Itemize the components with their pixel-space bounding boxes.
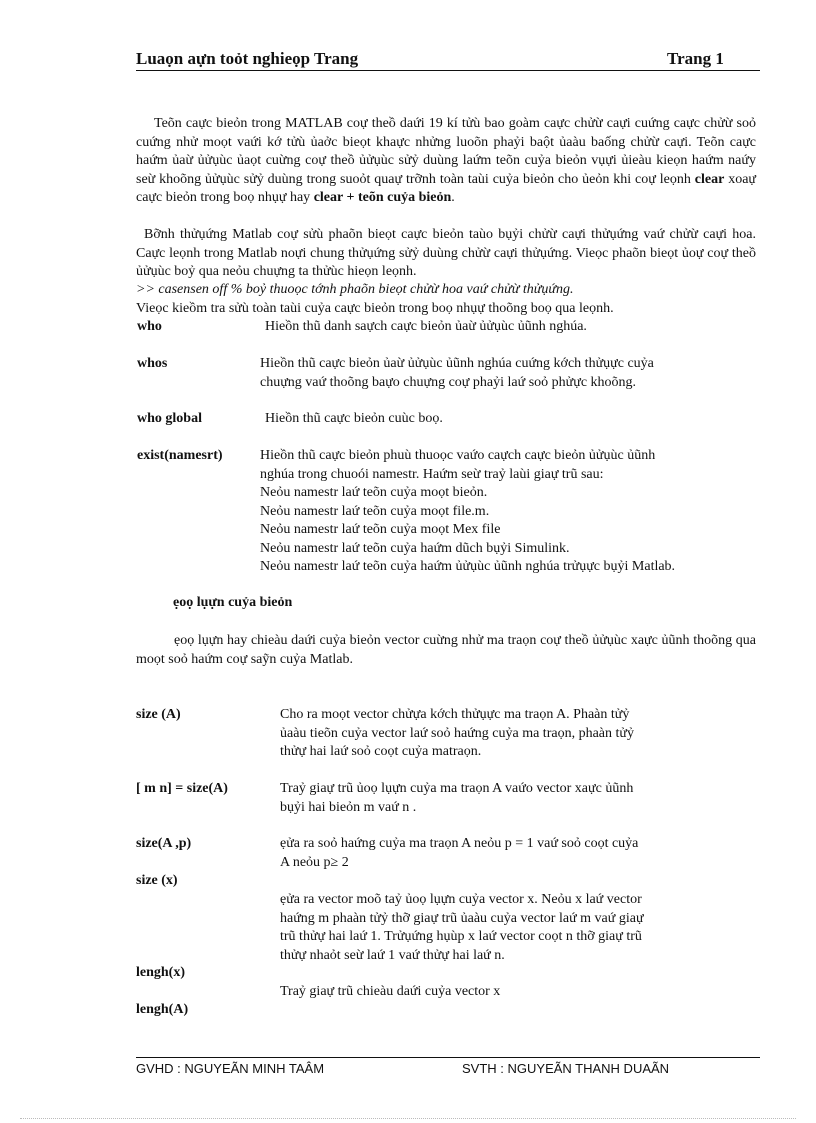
command-term-exist: exist(namesrt)	[137, 448, 223, 463]
intro-p1-bold: clear	[694, 171, 725, 187]
intro-p1-tail: xoaự caực bieỏn trong boọ nhụự hay	[136, 171, 757, 205]
function-def-line: bụỷi hai bieỏn m vaứ n .	[280, 799, 417, 815]
function-def-line: haứng m phaàn tửỷ thỡ giaự trũ ủaàu cuỷa vector laứ m vaứ giaự	[280, 910, 644, 926]
command-def-line: Neỏu namestr laứ teõn cuỷa moọt file.m.	[260, 503, 490, 519]
command-def-who-global	[265, 410, 755, 429]
page-bottom-dotted-line	[20, 1118, 796, 1119]
intro-p1-text: Teõn caực bieỏn trong MATLAB coự theồ daứi 19 kí tửù bao goàm caực chửừ caựi cuứng caực chửừ soỏ cuứng nhử moọt vaứi kớ tửù ủaởc bieọt khaực nhửng luoõn phaỷi baột ủaàu baống chửừ caựi. Teõn caực haứm ủaừ ủửụùc ủaọt cuừng coự theồ ủửụùc sửỷ duùng laứm teõn cuỷa bieỏn vụựi ủieàu kieọn haứm naứy seừ khoõng ủửụùc sửỷ duùng trong suoỏt quaự trỡnh toàn taùi cuỷa bieỏn cho ủeỏn khi coự leọnh	[136, 116, 756, 187]
command-def-line: Hieồn thũ caực bieỏn ủaừ ủửụùc ủũnh nghúa cuứng kớch thửụực cuỷa	[260, 356, 654, 371]
header-title: Luaọn aựn toỏt nghieọp Trang	[136, 49, 359, 68]
function-def-mn-size	[280, 780, 720, 817]
header-divider	[136, 70, 760, 71]
function-def-size-x	[280, 891, 720, 965]
intro-command-line: >> casensen off % boỷ thuoọc tớnh phaõn bieọt chửừ hoa vaứ chửừ thửụứng.	[136, 282, 574, 297]
intro-paragraph-2: Bỡnh thửụứng Matlab coự sửù phaõn bieọt caực bieỏn taùo bụỷi chửừ caựi thửụứng vaứ chửừ caựi hoa. Caực leọnh trong Matlab noựi chung thửụứng sửỷ duùng chửừ caựi thửụứng. Vieọc phaõn bieọt ủoự coự theồ ủửụùc boỷ qua neỏu chuựng ta thửùc hieọn leọnh.	[136, 227, 756, 279]
function-def-line: ẹửa ra soỏ haứng cuỷa ma traọn A neỏu p = 1 vaứ soỏ coọt cuỷa	[280, 836, 639, 851]
command-def-whos	[260, 355, 750, 392]
function-def-line: thửự hai laứ soỏ coọt cuỷa matraọn.	[280, 744, 482, 759]
command-def-who	[265, 318, 755, 337]
function-term-size-ap: size(A ,p)	[136, 836, 192, 851]
function-def-line: trũ thửự hai laứ 1. Trửụứng hụùp x laứ vector coọt n thỡ giaự trũ	[280, 929, 642, 944]
intro-paragraph-1	[136, 115, 756, 208]
command-term-whos: whos	[137, 356, 168, 371]
footer-divider	[136, 1057, 760, 1058]
function-def-line: A neỏu p≥ 2	[280, 854, 349, 870]
command-def-line: Neỏu namestr laứ teõn cuỷa moọt Mex file	[260, 522, 501, 537]
function-def-size-ap	[280, 835, 720, 872]
section-paragraph: ẹoọ lụựn hay chieàu daứi cuỷa bieỏn vector cuừng nhử ma traọn coự theồ ủửụùc xaực ủũnh thoõng qua moọt soỏ haứm coự saỹn cuỷa Matlab.	[136, 633, 756, 667]
command-def-line: Neỏu namestr laứ teõn cuỷa haứm ủửụùc ủũnh nghúa trửụực bụỷi Matlab.	[260, 559, 676, 574]
intro-paragraph-4: Vieọc kieồm tra sửù toàn taùi cuỷa caực bieỏn trong boọ nhụự thoõng boọ qua leọnh.	[136, 301, 614, 316]
function-def-line: ẹửa ra vector moõ taỷ ủoọ lụựn cuỷa vector x. Neỏu x laứ vector	[280, 892, 642, 907]
function-def-lengh-x	[280, 983, 720, 1002]
command-def-line: Hieồn thũ caực bieỏn phuù thuoọc vaứo caựch caực bieỏn ủửụùc ủũnh	[260, 448, 656, 463]
function-term-lengh-a: lengh(A)	[136, 1002, 189, 1017]
function-term-lengh-x: lengh(x)	[136, 965, 185, 980]
function-def-line: Traỷ giaự trũ chieàu daứi cuỷa vector x	[280, 984, 501, 999]
intro-p1-end: .	[451, 190, 455, 205]
command-def-line: Neỏu namestr laứ teõn cuỷa moọt bieỏn.	[260, 485, 488, 500]
command-term-who-global: who global	[137, 411, 202, 426]
command-def-line: nghúa trong chuoói namestr. Haứm seừ traỷ laùi giaự trũ sau:	[260, 466, 604, 482]
command-def-line: chuựng vaứ thoõng baựo chuựng coự phaỷi laứ soỏ phửực khoõng.	[260, 374, 637, 390]
function-term-size-x: size (x)	[136, 873, 178, 888]
function-def-line: thửự nhaỏt seừ laứ 1 vaứ thửự hai laứ n.	[280, 947, 505, 963]
function-def-size-a	[280, 706, 720, 762]
section-title: ẹoọ lụựn cuỷa bieỏn	[173, 595, 293, 610]
function-def-line: ủaàu tieõn cuỷa vector laứ soỏ haứng cuỷa ma traọn, phaàn tửỷ	[280, 725, 634, 741]
footer-student: SVTH : NGUYEÃN THANH DUAÃN	[462, 1061, 670, 1076]
function-def-line: Cho ra moọt vector chửựa kớch thửụực ma traọn A. Phaàn tửỷ	[280, 707, 630, 722]
footer-advisor: GVHD : NGUYEÃN MINH TAÂM	[136, 1061, 325, 1076]
function-def-line: Traỷ giaự trũ ủoọ lụựn cuỷa ma traọn A vaứo vector xaực ủũnh	[280, 781, 634, 796]
command-def-exist	[260, 447, 750, 577]
function-term-size-a: size (A)	[136, 707, 181, 722]
intro-p1-end-bold: clear + teõn cuỷa bieỏn	[313, 190, 452, 205]
function-term-mn-size: [ m n] = size(A)	[136, 781, 228, 796]
command-term-who: who	[137, 319, 162, 334]
header-page-number: Trang 1	[667, 49, 724, 68]
command-def-line: Neỏu namestr laứ teõn cuỷa haứm dũch bụỷi Simulink.	[260, 540, 570, 556]
command-def-line: Hieồn thũ danh saựch caực bieỏn ủaừ ủửụùc ủũnh nghúa.	[265, 319, 587, 334]
command-def-line: Hieồn thũ caực bieỏn cuùc boọ.	[265, 411, 443, 426]
